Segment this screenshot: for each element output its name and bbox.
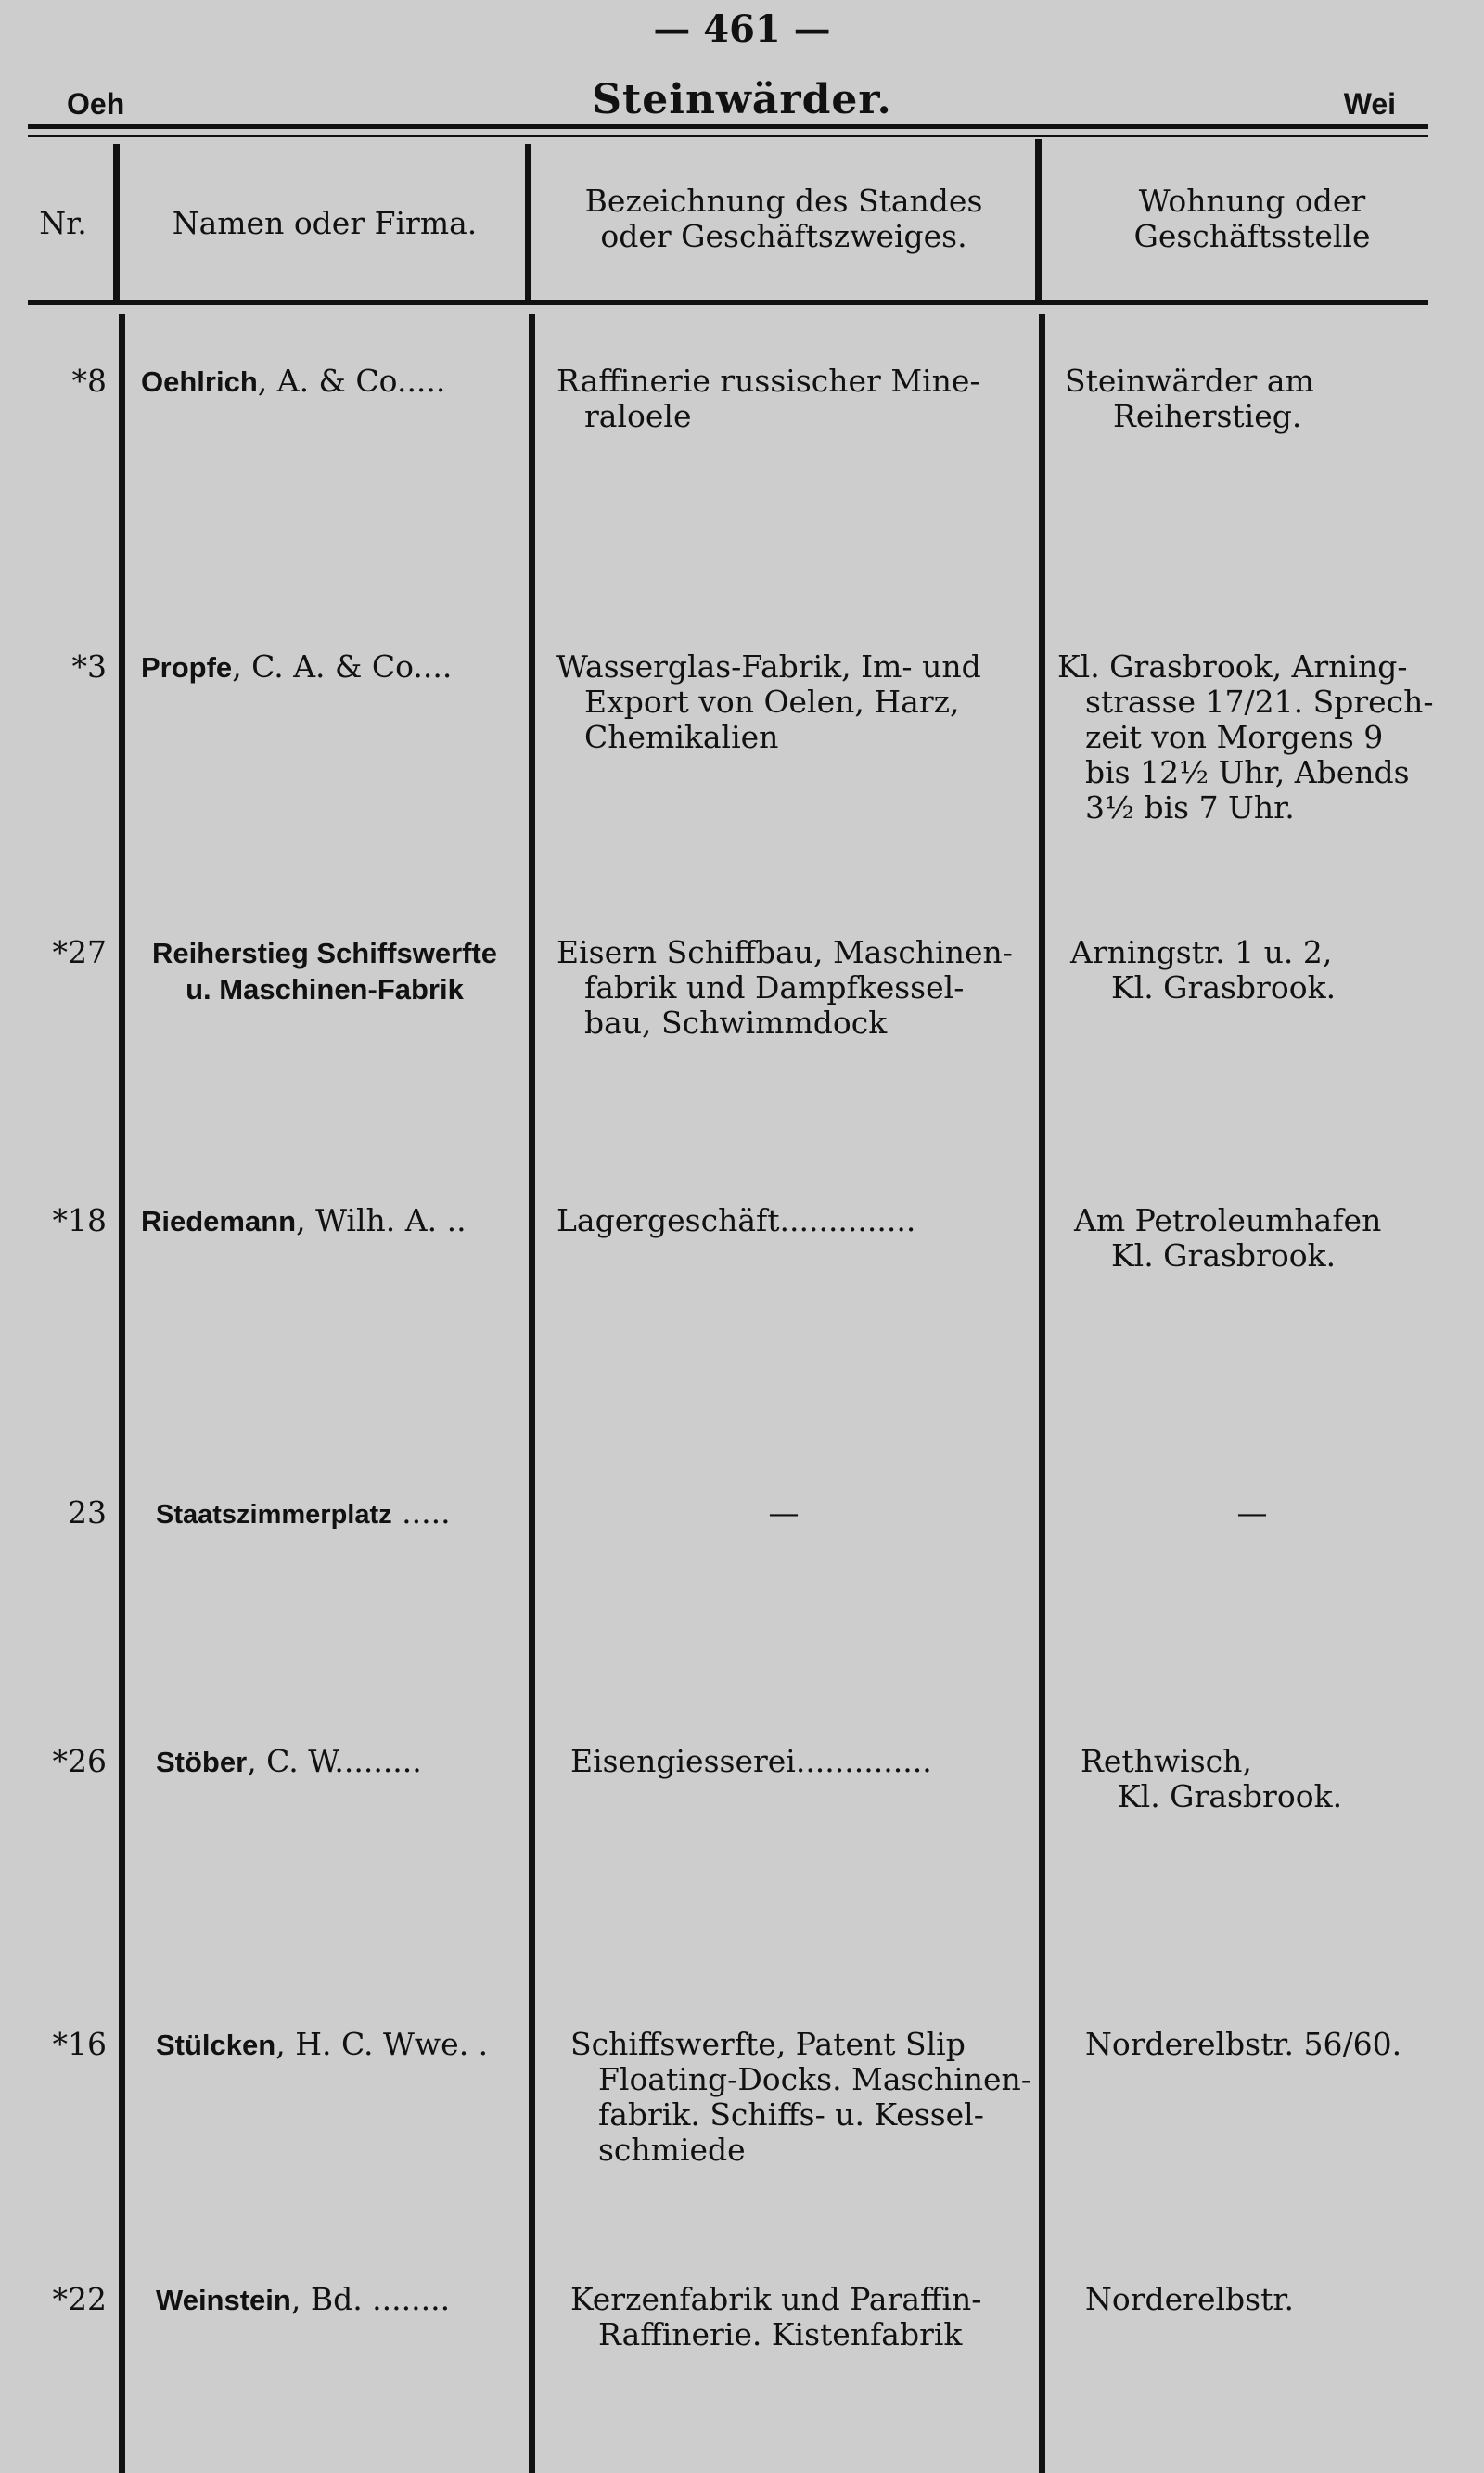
- column-divider-3: [1035, 139, 1042, 300]
- entry-number: *18: [52, 1202, 107, 1238]
- entry-residence: Steinwärder am Reiherstieg.: [1065, 363, 1314, 434]
- entry-name: Oehlrich, A. & Co.....: [141, 363, 446, 399]
- entry-number: 23: [68, 1494, 107, 1531]
- column-divider-1: [119, 314, 125, 2473]
- column-divider-1: [113, 144, 120, 300]
- entry-description: Eisern Schiffbau, Maschinen- fabrik und Dampfkessel- bau, Schwimmdock: [556, 934, 1013, 1041]
- entry-number: *8: [71, 363, 107, 399]
- entry-number: *27: [52, 934, 107, 970]
- entry-number: *3: [71, 648, 107, 685]
- entry-description: —: [768, 1494, 800, 1531]
- catchword-right: Wei: [1343, 87, 1396, 121]
- entry-residence: Kl. Grasbrook, Arning- strasse 17/21. Sprech- zeit von Morgens 9 bis 12½ Uhr, Abends 3½ bis 7 Uhr.: [1057, 648, 1434, 826]
- column-divider-2: [525, 144, 531, 300]
- entry-description: Eisengiesserei..............: [570, 1743, 932, 1779]
- column-header-description: Bezeichnung des Standes oder Geschäftszweiges.: [584, 183, 983, 254]
- entry-number: *26: [52, 1743, 107, 1779]
- entry-name: Riedemann, Wilh. A. ..: [141, 1202, 467, 1238]
- column-header-name: Namen oder Firma.: [172, 205, 478, 241]
- entry-name: Propfe, C. A. & Co....: [141, 648, 453, 685]
- entry-number: *22: [52, 2281, 107, 2317]
- entry-name: Weinstein, Bd. ........: [156, 2281, 451, 2317]
- page-title: Steinwärder.: [592, 76, 892, 123]
- catchword-left: Oeh: [67, 87, 125, 121]
- entry-number: *16: [52, 2026, 107, 2062]
- entry-description: Schiffswerfte, Patent Slip Floating-Docks. Maschinen- fabrik. Schiffs- u. Kessel- schmiede: [570, 2026, 1031, 2168]
- column-divider-2: [529, 314, 535, 2473]
- entry-description: Raffinerie russischer Mine- raloele: [556, 363, 980, 434]
- column-header-nr: Nr.: [39, 205, 87, 241]
- entry-name: Stülcken, H. C. Wwe. .: [156, 2026, 489, 2062]
- entry-residence: Norderelbstr. 56/60.: [1085, 2026, 1402, 2062]
- entry-name: Stöber, C. W.........: [156, 1743, 422, 1779]
- entry-description: Kerzenfabrik und Paraffin- Raffinerie. Kistenfabrik: [570, 2281, 982, 2352]
- entry-residence: Rethwisch, Kl. Grasbrook.: [1081, 1743, 1343, 1814]
- page-number: — 461 —: [653, 7, 831, 51]
- entry-name: Reiherstieg Schiffswerfte u. Maschinen-Fabrik: [151, 937, 498, 1006]
- column-header-residence: Wohnung oder Geschäftsstelle: [1133, 183, 1371, 254]
- header-rule-thick: [28, 124, 1428, 129]
- entry-residence: Norderelbstr.: [1085, 2281, 1294, 2317]
- entry-residence: —: [1236, 1494, 1268, 1531]
- entry-residence: Am Petroleumhafen Kl. Grasbrook.: [1074, 1202, 1382, 1274]
- header-rule-thin: [28, 135, 1428, 137]
- entry-name: Staatszimmerplatz .....: [156, 1494, 451, 1531]
- column-header-rule: [28, 300, 1428, 305]
- entry-residence: Arningstr. 1 u. 2, Kl. Grasbrook.: [1070, 934, 1337, 1006]
- entry-description: Lagergeschäft..............: [556, 1202, 916, 1238]
- entry-description: Wasserglas-Fabrik, Im- und Export von Oelen, Harz, Chemikalien: [556, 648, 981, 755]
